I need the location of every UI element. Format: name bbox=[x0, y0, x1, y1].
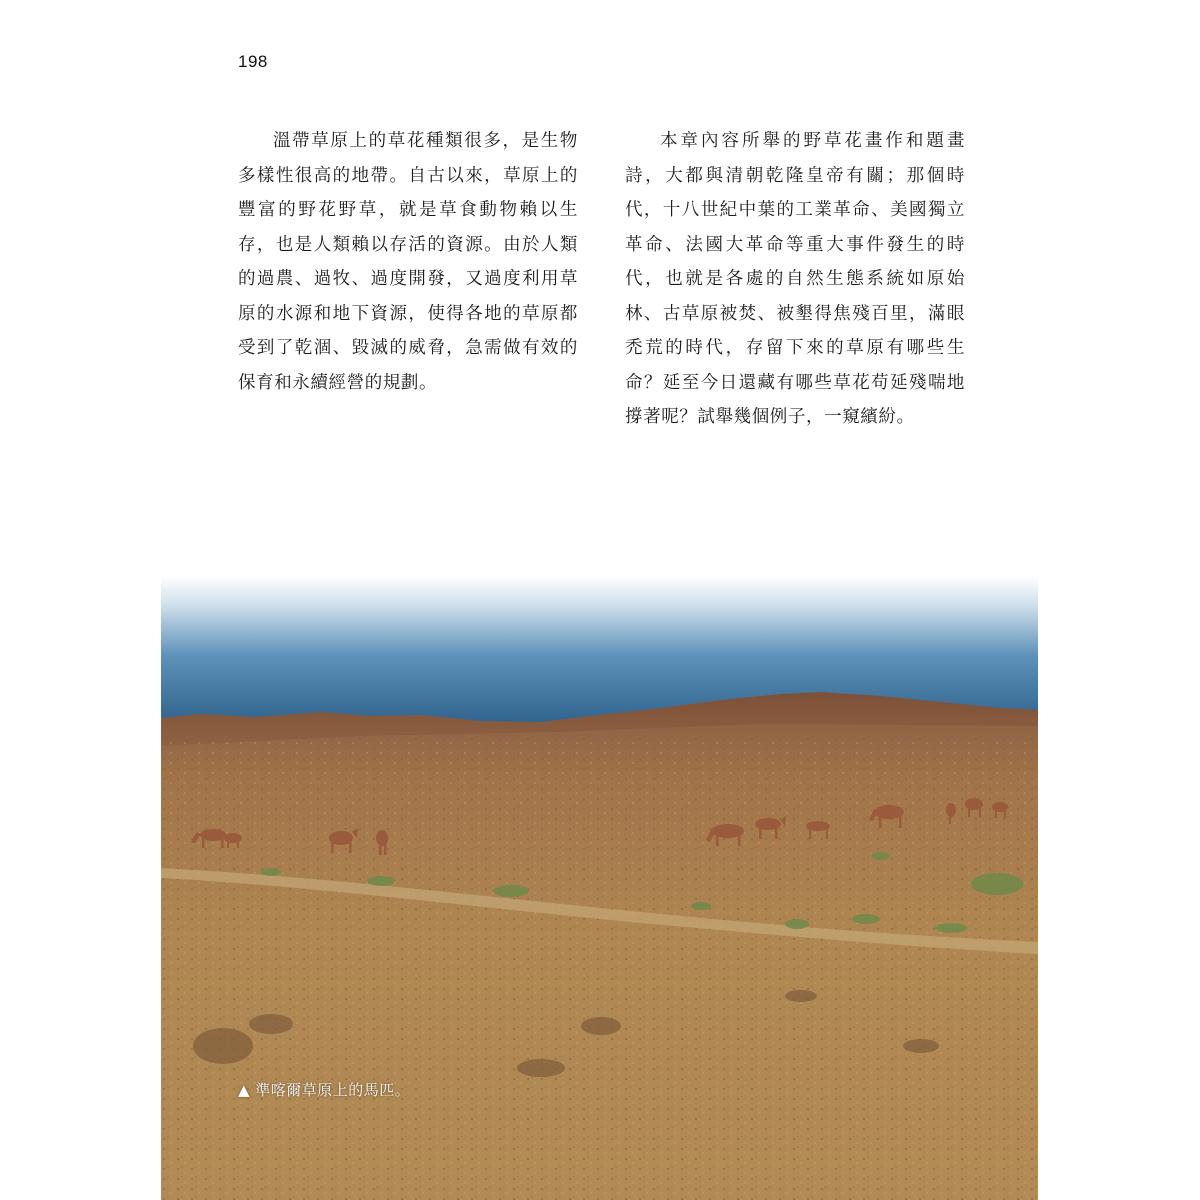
right-text-column bbox=[625, 124, 965, 435]
photo-caption: ▲ 準喀爾草原上的馬匹。 bbox=[238, 1081, 411, 1099]
left-paragraph: 溫帶草原上的草花種類很多，是生物多樣性很高的地帶。自古以來，草原上的豐富的野花野草，就是草食動物賴以生存，也是人類賴以存活的資源。由於人類的過農、過牧、過度開發，又過度利用草原的水源和地下資源，使得各地的草原都受到了乾涸、毀滅的威脅，急需做有效的保育和永續經營的規劃。 bbox=[238, 131, 578, 393]
ground-texture bbox=[161, 736, 1038, 1200]
page-number: 198 bbox=[238, 52, 268, 71]
grassland-scene bbox=[161, 576, 1038, 1200]
grassland-photo bbox=[161, 576, 1038, 1200]
right-paragraph: 本章內容所舉的野草花畫作和題畫詩，大都與清朝乾隆皇帝有關；那個時代，十八世紀中葉的工業革命、美國獨立革命、法國大革命等重大事件發生的時代，也就是各處的自然生態系統如原始林、古草原被焚、被墾得焦殘百里，滿眼禿荒的時代，存留下來的草原有哪些生命？延至今日還藏有哪些草花苟延殘喘地撐著呢？試舉幾個例子，一窺繽紛。 bbox=[625, 131, 965, 427]
left-text-column bbox=[238, 124, 578, 400]
